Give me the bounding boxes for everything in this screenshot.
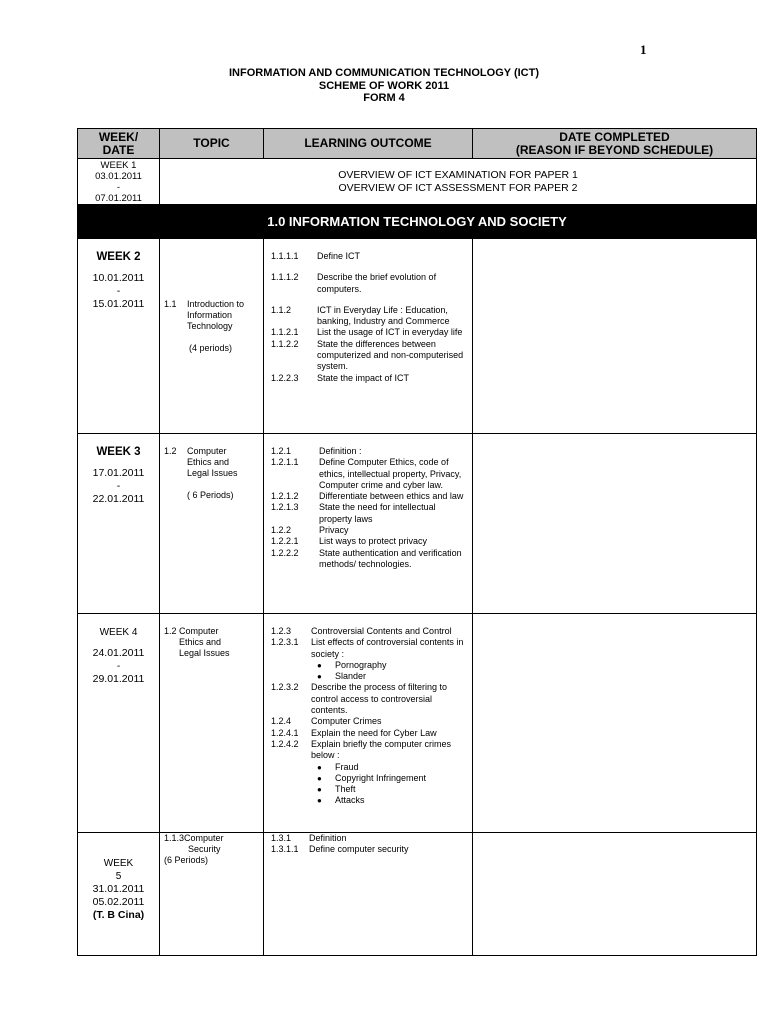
learning-outcome-cell bbox=[264, 614, 473, 833]
topic-cell: 1.1.3Computer Security (6 Periods) bbox=[160, 833, 264, 956]
outcome-item: 1.3.1.1 Define computer security bbox=[271, 844, 409, 855]
week1-cell: WEEK 1 03.01.2011 - 07.01.2011 bbox=[78, 159, 160, 205]
page-number: 1 bbox=[640, 42, 647, 57]
table-header-row bbox=[78, 129, 757, 159]
scheme-of-work-table bbox=[77, 128, 757, 956]
list-item: ● Attacks bbox=[317, 795, 365, 806]
outcome-item: 1.2.4 Computer Crimes bbox=[271, 716, 382, 727]
outcome-item: 1.2.2.2 State authentication and verification methods/ technologies. bbox=[271, 547, 462, 569]
table-row bbox=[78, 614, 757, 833]
outcome-item: 1.1.1.2 Describe the brief evolution of computers. bbox=[271, 272, 437, 294]
topic-cell: 1.2 Computer Ethics and Legal Issues ( 6 Periods) bbox=[160, 434, 264, 614]
outcome-item: 1.2.2.3 State the impact of ICT bbox=[271, 372, 410, 383]
list-item: ● Pornography bbox=[317, 659, 387, 670]
date-completed-cell bbox=[473, 239, 757, 434]
col-date-completed: DATE COMPLETED (REASON IF BEYOND SCHEDULE) bbox=[473, 129, 757, 159]
list-item: ● Fraud bbox=[317, 761, 359, 772]
outcome-item: 1.2.1 Definition : bbox=[271, 446, 362, 456]
learning-outcome-cell bbox=[264, 833, 473, 956]
table-row bbox=[78, 434, 757, 614]
header-form: FORM 4 bbox=[363, 92, 405, 104]
col-topic: TOPIC bbox=[160, 129, 264, 159]
date-completed-cell bbox=[473, 434, 757, 614]
outcome-item: 1.1.2.1 List the usage of ICT in everyday life bbox=[271, 327, 463, 338]
outcome-item: 1.2.3.2 Describe the process of filtering to control access to controversial contents. bbox=[271, 682, 448, 716]
outcome-item: 1.1.2 ICT in Everyday Life : Education, banking, Industry and Commerce bbox=[271, 304, 450, 327]
topic-cell: 1.1 Introduction to Information Technology (4 periods) bbox=[160, 239, 264, 434]
table-row bbox=[78, 239, 757, 434]
header-title: INFORMATION AND COMMUNICATION TECHNOLOGY (ICT) bbox=[228, 67, 539, 79]
col-learning-outcome: LEARNING OUTCOME bbox=[264, 129, 473, 159]
date-completed-cell bbox=[473, 614, 757, 833]
overview-cell: OVERVIEW OF ICT EXAMINATION FOR PAPER 1 OVERVIEW OF ICT ASSESSMENT FOR PAPER 2 bbox=[160, 159, 757, 205]
learning-outcome-cell bbox=[264, 239, 473, 434]
outcome-item: 1.2.3 Controversial Contents and Control bbox=[271, 626, 452, 636]
week-cell: WEEK 4 24.01.2011 - 29.01.2011 bbox=[78, 614, 160, 833]
section-row bbox=[78, 205, 757, 239]
list-item: ● Copyright Infringement bbox=[317, 772, 427, 783]
list-item: ● Slander bbox=[317, 671, 367, 682]
table-row bbox=[78, 833, 757, 956]
outcome-item: 1.2.2.1 List ways to protect privacy bbox=[271, 536, 428, 547]
outcome-item: 1.2.3.1 List effects of controversial contents in society : bbox=[271, 637, 464, 659]
week-cell: WEEK 3 17.01.2011 - 22.01.2011 bbox=[78, 434, 160, 614]
outcome-item: 1.2.1.1 Define Computer Ethics, code of ethics, intellectual property, Privacy, Computer crime and cyber law. bbox=[271, 457, 462, 490]
outcome-item: 1.2.1.2 Differentiate between ethics and law bbox=[271, 491, 464, 502]
table-row bbox=[78, 159, 757, 205]
outcome-item: 1.2.4.1 Explain the need for Cyber Law bbox=[271, 727, 437, 738]
week-cell: WEEK 2 10.01.2011 - 15.01.2011 bbox=[78, 239, 160, 434]
outcome-item: 1.2.4.2 Explain briefly the computer crimes below : bbox=[271, 738, 452, 761]
section-title: 1.0 INFORMATION TECHNOLOGY AND SOCIETY bbox=[78, 205, 757, 239]
learning-outcome-cell bbox=[264, 434, 473, 614]
list-item: ● Theft bbox=[317, 784, 356, 795]
outcome-item: 1.1.2.2 State the differences between computerized and non-computerised system. bbox=[271, 338, 464, 372]
week-cell: WEEK 5 31.01.2011 05.02.2011 (T. B Cina) bbox=[78, 833, 160, 956]
document-header bbox=[0, 67, 768, 105]
outcome-item: 1.2.1.3 State the need for intellectual property laws bbox=[271, 502, 436, 524]
header-subtitle: SCHEME OF WORK 2011 bbox=[318, 79, 450, 92]
col-week-date: WEEK/ DATE bbox=[78, 129, 160, 159]
outcome-item: 1.1.1.1 Define ICT bbox=[271, 251, 361, 261]
outcome-item: 1.2.2 Privacy bbox=[271, 525, 349, 536]
date-completed-cell bbox=[473, 833, 757, 956]
topic-cell: 1.2 Computer Ethics and Legal Issues bbox=[160, 614, 264, 833]
outcome-item: 1.3.1 Definition bbox=[271, 833, 347, 843]
